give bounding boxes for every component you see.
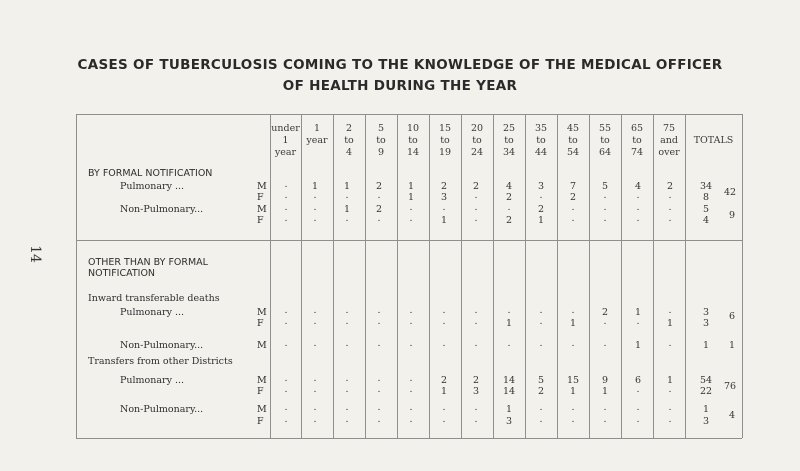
table-cell: .	[474, 305, 478, 316]
table-cell: .	[442, 316, 446, 327]
table-cell: .	[409, 402, 413, 413]
table-cell: 2	[440, 181, 448, 192]
row-sex: F	[257, 318, 264, 329]
row-sex: M	[257, 307, 267, 318]
table-cell: .	[409, 338, 413, 349]
table-cell: .	[539, 190, 543, 201]
header-text: to	[504, 135, 514, 146]
row-sex: F	[257, 386, 264, 397]
table-cell: .	[442, 338, 446, 349]
table-cell: .	[313, 316, 317, 327]
table-cell: .	[539, 316, 543, 327]
header-text: 5	[377, 123, 385, 134]
column-rule	[742, 114, 743, 438]
table-cell: .	[409, 373, 413, 384]
table-cell: .	[284, 179, 288, 190]
table-cell: .	[377, 305, 381, 316]
table-cell: .	[668, 402, 672, 413]
table-cell: .	[636, 316, 640, 327]
table-cell: .	[313, 402, 317, 413]
row-label: Pulmonary ...	[120, 307, 185, 318]
group-total: 9	[729, 210, 736, 221]
table-cell: 3	[537, 181, 545, 192]
row-sex: F	[257, 416, 264, 427]
header-text: to	[568, 135, 578, 146]
table-cell: .	[474, 190, 478, 201]
table-cell: 14	[502, 386, 516, 397]
table-cell: .	[284, 305, 288, 316]
title-line-2: OF HEALTH DURING THE YEAR	[282, 78, 518, 94]
table-cell: .	[603, 316, 607, 327]
table-cell: .	[284, 213, 288, 224]
table-cell: 15	[566, 375, 580, 386]
row-total: 1	[702, 404, 710, 415]
column-rule	[397, 114, 398, 438]
table-cell: .	[313, 202, 317, 213]
column-rule	[333, 114, 334, 438]
table-cell: .	[636, 402, 640, 413]
table-cell: .	[377, 384, 381, 395]
table-cell: 2	[537, 386, 545, 397]
row-sex: M	[257, 375, 267, 386]
table-cell: .	[474, 414, 478, 425]
table-cell: .	[409, 384, 413, 395]
table-cell: 4	[505, 181, 513, 192]
table-cell: .	[603, 402, 607, 413]
table-cell: .	[474, 338, 478, 349]
table-cell: 3	[472, 386, 480, 397]
table-cell: .	[539, 402, 543, 413]
table-cell: .	[668, 190, 672, 201]
header-text: under	[271, 123, 300, 134]
header-text: over	[658, 147, 680, 158]
table-cell: .	[571, 305, 575, 316]
group-total: 76	[724, 381, 737, 392]
header-text: 65	[630, 123, 644, 134]
table-cell: .	[571, 414, 575, 425]
column-rule	[429, 114, 430, 438]
table-cell: .	[409, 316, 413, 327]
table-cell: .	[668, 305, 672, 316]
table-cell: .	[284, 414, 288, 425]
row-rule	[76, 114, 742, 115]
table-cell: .	[668, 202, 672, 213]
table-cell: .	[507, 305, 511, 316]
header-text: 2	[345, 123, 353, 134]
table-cell: 2	[440, 375, 448, 386]
table-cell: .	[442, 305, 446, 316]
column-rule	[525, 114, 526, 438]
table-cell: 1	[634, 307, 642, 318]
header-text: 9	[377, 147, 385, 158]
table-cell: .	[668, 384, 672, 395]
table-cell: .	[313, 373, 317, 384]
table-cell: .	[345, 305, 349, 316]
header-text: 54	[566, 147, 580, 158]
table-cell: .	[284, 338, 288, 349]
header-text: 75	[662, 123, 676, 134]
table-cell: 1	[407, 181, 415, 192]
header-text: 1	[282, 135, 289, 146]
table-cell: .	[377, 213, 381, 224]
table-cell: 2	[569, 192, 577, 203]
table-cell: .	[284, 202, 288, 213]
table-cell: .	[345, 338, 349, 349]
row-rule	[76, 438, 742, 439]
header-age-group	[589, 123, 621, 159]
table-cell: 2	[375, 204, 383, 215]
row-total: 1	[702, 340, 710, 351]
table-cell: .	[603, 202, 607, 213]
table-cell: .	[313, 414, 317, 425]
table-cell: .	[539, 338, 543, 349]
table-cell: .	[474, 202, 478, 213]
table-cell: 1	[666, 375, 674, 386]
table-cell: .	[345, 384, 349, 395]
header-text: to	[632, 135, 642, 146]
page-number: 14	[26, 245, 43, 263]
header-text: to	[344, 135, 354, 146]
header-text: 35	[534, 123, 548, 134]
header-text: 24	[470, 147, 484, 158]
row-label: Non-Pulmonary...	[120, 404, 204, 415]
header-age-group	[397, 123, 429, 159]
table-cell: 5	[601, 181, 609, 192]
table-cell: .	[409, 202, 413, 213]
table-cell: 1	[505, 318, 513, 329]
table-cell: 1	[311, 181, 319, 192]
row-total: 5	[702, 204, 710, 215]
group-total: 1	[729, 340, 736, 351]
header-text: to	[408, 135, 418, 146]
row-label: Non-Pulmonary...	[120, 204, 204, 215]
table-cell: .	[284, 402, 288, 413]
table-cell: .	[313, 190, 317, 201]
table-cell: 3	[505, 416, 513, 427]
row-label: Pulmonary ...	[120, 181, 185, 192]
table-cell: .	[442, 414, 446, 425]
table-cell: .	[603, 213, 607, 224]
table-cell: .	[377, 414, 381, 425]
column-rule	[301, 114, 302, 438]
header-text: year	[306, 135, 328, 146]
table-cell: 2	[666, 181, 674, 192]
table-cell: 1	[634, 340, 642, 351]
row-total: 34	[699, 181, 713, 192]
table-cell: .	[345, 414, 349, 425]
table-cell: 1	[601, 386, 609, 397]
row-sex: M	[257, 181, 267, 192]
table-cell: .	[603, 414, 607, 425]
row-sex: M	[257, 204, 267, 215]
table-cell: 1	[537, 215, 545, 226]
table-cell: .	[377, 402, 381, 413]
header-text: TOTALS	[693, 135, 734, 146]
table-cell: 1	[440, 215, 448, 226]
section-other-notification-line-2: NOTIFICATION	[88, 268, 156, 279]
table-cell: .	[507, 202, 511, 213]
table-cell: .	[636, 202, 640, 213]
table-cell: .	[442, 202, 446, 213]
header-text: 10	[406, 123, 420, 134]
header-age-group	[333, 123, 365, 159]
column-rule	[76, 114, 77, 438]
table-cell: .	[539, 305, 543, 316]
table-cell: 1	[666, 318, 674, 329]
table-cell: 1	[407, 192, 415, 203]
table-cell: 2	[375, 181, 383, 192]
table-cell: .	[603, 190, 607, 201]
section-formal-notification: BY FORMAL NOTIFICATION	[88, 168, 213, 179]
table-cell: 1	[440, 386, 448, 397]
header-text: and	[660, 135, 678, 146]
header-text: year	[274, 147, 297, 158]
header-text: 74	[630, 147, 644, 158]
group-total: 6	[729, 311, 736, 322]
row-total: 3	[702, 318, 710, 329]
table-cell: .	[377, 316, 381, 327]
table-cell: 2	[505, 192, 513, 203]
table-cell: .	[345, 402, 349, 413]
header-text: to	[600, 135, 610, 146]
header-age-group	[429, 123, 461, 159]
header-text: 4	[345, 147, 353, 158]
row-total: 8	[702, 192, 710, 203]
table-cell: .	[507, 338, 511, 349]
header-text: to	[440, 135, 450, 146]
subsection-transfers: Transfers from other Districts	[88, 356, 233, 367]
row-total: 22	[699, 386, 713, 397]
header-age-group	[493, 123, 525, 159]
title-line-1: CASES OF TUBERCULOSIS COMING TO THE KNOWLEDGE OF THE MEDICAL OFFICER	[77, 57, 723, 73]
table-cell: .	[284, 316, 288, 327]
table-cell: .	[284, 190, 288, 201]
table-cell: .	[636, 190, 640, 201]
table-cell: 2	[472, 375, 480, 386]
table-cell: 14	[502, 375, 516, 386]
header-text: 45	[566, 123, 580, 134]
table-cell: .	[668, 414, 672, 425]
header-text: 1	[313, 123, 321, 134]
column-rule	[685, 114, 686, 438]
table-cell: 4	[634, 181, 642, 192]
table-cell: 2	[472, 181, 480, 192]
column-rule	[621, 114, 622, 438]
row-sex: F	[257, 215, 264, 226]
table-cell: .	[313, 384, 317, 395]
table-cell: .	[409, 305, 413, 316]
header-age-group	[301, 123, 333, 147]
header-text: to	[536, 135, 546, 146]
table-cell: .	[603, 338, 607, 349]
table-cell: .	[668, 338, 672, 349]
row-label: Non-Pulmonary...	[120, 340, 204, 351]
row-sex: M	[257, 404, 267, 415]
table-cell: .	[377, 338, 381, 349]
column-rule	[270, 114, 271, 438]
table-cell: .	[636, 384, 640, 395]
header-totals	[685, 135, 742, 147]
header-text: 15	[438, 123, 452, 134]
table-cell: .	[345, 373, 349, 384]
table-cell: 1	[569, 386, 577, 397]
header-text: 64	[598, 147, 612, 158]
header-text: to	[376, 135, 386, 146]
table-cell: .	[636, 414, 640, 425]
row-total: 3	[702, 307, 710, 318]
table-cell: .	[284, 373, 288, 384]
table-cell: 1	[569, 318, 577, 329]
table-cell: 5	[537, 375, 545, 386]
header-text: 20	[470, 123, 484, 134]
table-cell: .	[571, 213, 575, 224]
header-text: 44	[534, 147, 548, 158]
section-other-notification-line-1: OTHER THAN BY FORMAL	[88, 257, 208, 268]
column-rule	[461, 114, 462, 438]
table-cell: .	[313, 213, 317, 224]
table-cell: 1	[343, 204, 351, 215]
table-cell: .	[377, 190, 381, 201]
header-age-group	[525, 123, 557, 159]
group-total: 4	[729, 410, 736, 421]
table-cell: .	[409, 414, 413, 425]
header-text: 19	[438, 147, 452, 158]
table-cell: .	[571, 338, 575, 349]
header-age-group	[557, 123, 589, 159]
table-cell: .	[345, 190, 349, 201]
table-cell: .	[284, 384, 288, 395]
header-text: 34	[502, 147, 516, 158]
table-cell: .	[442, 402, 446, 413]
table-cell: 6	[634, 375, 642, 386]
column-rule	[557, 114, 558, 438]
row-sex: M	[257, 340, 267, 351]
row-label: Pulmonary ...	[120, 375, 185, 386]
table-cell: 2	[537, 204, 545, 215]
table-cell: 3	[440, 192, 448, 203]
table-cell: .	[539, 414, 543, 425]
table-cell: 2	[505, 215, 513, 226]
table-cell: .	[474, 316, 478, 327]
header-text: 25	[502, 123, 516, 134]
row-sex: F	[257, 192, 264, 203]
table-cell: 2	[601, 307, 609, 318]
subsection-inward-deaths: Inward transferable deaths	[88, 293, 220, 304]
row-total: 4	[702, 215, 710, 226]
header-text: to	[472, 135, 482, 146]
table-cell: .	[636, 213, 640, 224]
table-cell: .	[313, 305, 317, 316]
table-cell: .	[474, 213, 478, 224]
table-cell: .	[571, 202, 575, 213]
table-cell: 1	[343, 181, 351, 192]
table-cell: .	[571, 402, 575, 413]
table-cell: .	[377, 373, 381, 384]
header-text: 55	[598, 123, 612, 134]
header-age-group	[653, 123, 685, 159]
table-cell: 9	[601, 375, 609, 386]
header-text: 14	[406, 147, 420, 158]
table-cell: .	[313, 338, 317, 349]
row-rule	[76, 240, 742, 241]
row-total: 54	[699, 375, 713, 386]
column-rule	[493, 114, 494, 438]
table-cell: 7	[569, 181, 577, 192]
table-cell: .	[345, 213, 349, 224]
table-cell: .	[668, 213, 672, 224]
table-cell: .	[409, 213, 413, 224]
column-rule	[653, 114, 654, 438]
table-cell: 1	[505, 404, 513, 415]
table-cell: .	[474, 402, 478, 413]
header-age-group	[270, 123, 301, 159]
header-age-group	[621, 123, 653, 159]
group-total: 42	[724, 187, 737, 198]
column-rule	[589, 114, 590, 438]
column-rule	[365, 114, 366, 438]
row-total: 3	[702, 416, 710, 427]
header-age-group	[365, 123, 397, 159]
header-age-group	[461, 123, 493, 159]
table-cell: .	[345, 316, 349, 327]
